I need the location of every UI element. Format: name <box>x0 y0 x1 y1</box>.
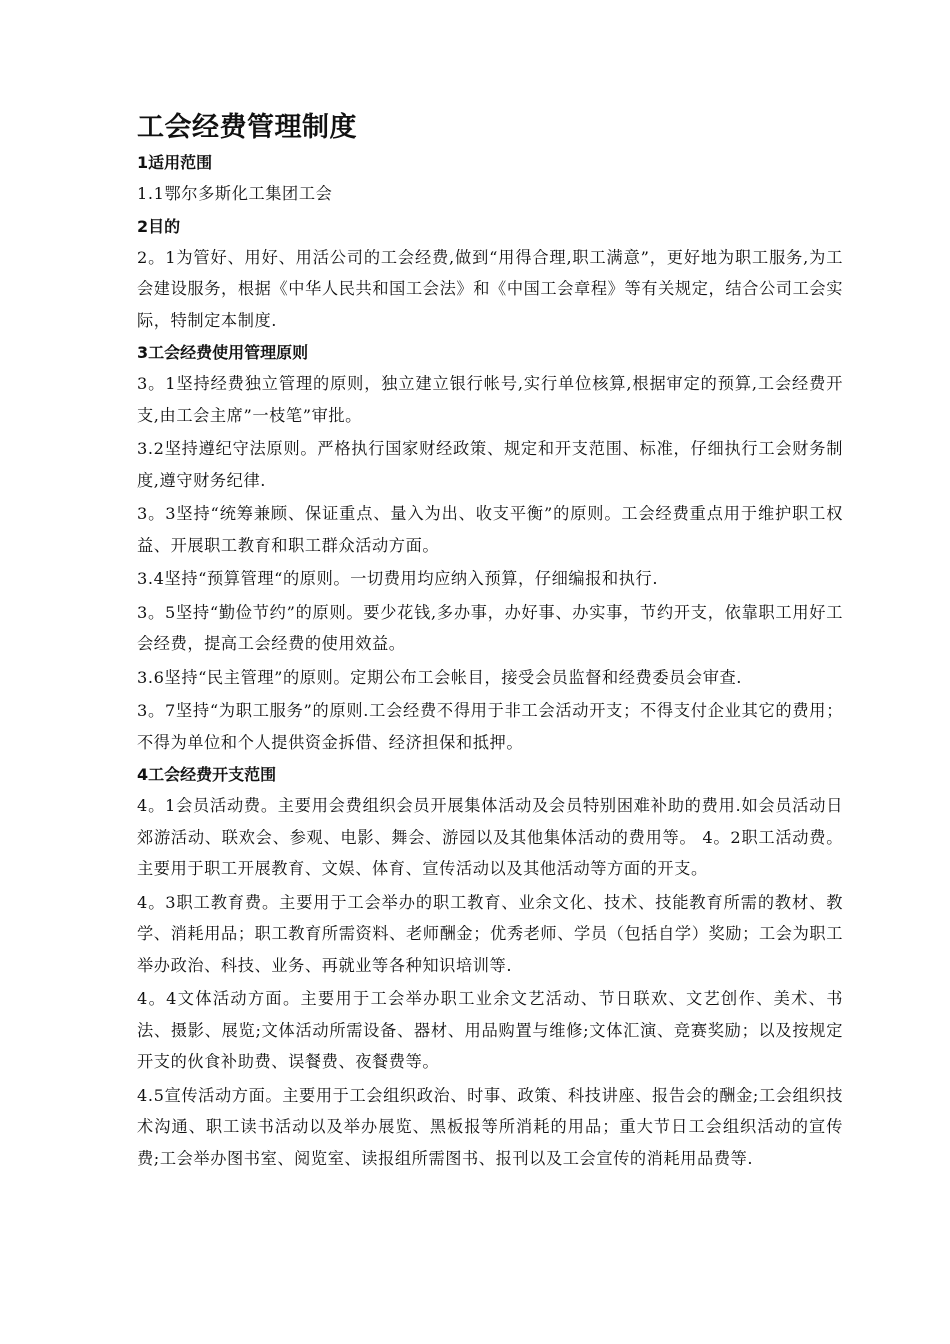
section-3-paragraph-1: 3。1坚持经费独立管理的原则，独立建立银行帐号,实行单位核算,根据审定的预算,工会经费开支,由工会主席”一枝笔”审批。 <box>137 374 843 425</box>
document-title: 工会经费管理制度 <box>137 112 357 143</box>
section-1-heading: 1适用范围 <box>137 153 213 172</box>
section-3-paragraph-2: 3.2坚持遵纪守法原则。严格执行国家财经政策、规定和开支范围、标准，仔细执行工会财务制度,遵守财务纪律. <box>137 439 843 490</box>
section-4-heading: 4工会经费开支范围 <box>137 765 277 784</box>
section-2-paragraph-1: 2。1为管好、用好、用活公司的工会经费,做到“用得合理,职工满意”，更好地为职工服务,为工会建设服务，根据《中华人民共和国工会法》和《中国工会章程》等有关规定，结合公司工会实际，特制定本制度. <box>137 247 843 330</box>
document-page <box>137 110 843 1176</box>
section-3-paragraph-4: 3.4坚持“预算管理“的原则。一切费用均应纳入预算，仔细编报和执行. <box>137 569 659 588</box>
section-3-paragraph-3: 3。3坚持“统筹兼顾、保证重点、量入为出、收支平衡”的原则。工会经费重点用于维护职工权益、开展职工教育和职工群众活动方面。 <box>137 504 843 555</box>
section-1-paragraph-1: 1.1鄂尔多斯化工集团工会 <box>137 184 333 203</box>
section-2-heading: 2目的 <box>137 216 181 236</box>
section-4-paragraph-3: 4。4文体活动方面。主要用于工会举办职工业余文艺活动、节日联欢、文艺创作、美术、书法、摄影、展览;文体活动所需设备、器材、用品购置与维修;文体汇演、竞赛奖励；以及按规定开支的伙食补助费、误餐费、夜餐费等。 <box>137 989 843 1071</box>
section-4-paragraph-4: 4.5宣传活动方面。主要用于工会组织政治、时事、政策、科技讲座、报告会的酬金;工会组织技术沟通、职工读书活动以及举办展览、黑板报等所消耗的用品；重大节日工会组织活动的宣传费;工会举办图书室、阅览室、读报组所需图书、报刊以及工会宣传的消耗用品费等. <box>137 1085 843 1168</box>
section-4-paragraph-1: 4。1会员活动费。主要用会费组织会员开展集体活动及会员特别困难补助的费用.如会员活动日郊游活动、联欢会、参观、电影、舞会、游园以及其他集体活动的费用等。 4。2职工活动费。主要用于职工开展教育、文娱、体育、宣传活动以及其他活动等方面的开支。 <box>137 796 843 878</box>
section-4-paragraph-2: 4。3职工教育费。主要用于工会举办的职工教育、业余文化、技术、技能教育所需的教材、教学、消耗用品；职工教育所需资料、老师酬金；优秀老师、学员（包括自学）奖励；工会为职工举办政治、科技、业务、再就业等各种知识培训等. <box>137 892 843 975</box>
section-3-paragraph-5: 3。5坚持“勤俭节约”的原则。要少花钱,多办事，办好事、办实事，节约开支，依靠职工用好工会经费，提高工会经费的使用效益。 <box>137 602 843 653</box>
section-3-paragraph-7: 3。7坚持“为职工服务”的原则.工会经费不得用于非工会活动开支；不得支付企业其它的费用；不得为单位和个人提供资金拆借、经济担保和抵押。 <box>137 701 843 752</box>
section-3-heading: 3工会经费使用管理原则 <box>137 343 309 362</box>
section-3-paragraph-6: 3.6坚持“民主管理”的原则。定期公布工会帐目，接受会员监督和经费委员会审查. <box>137 667 743 687</box>
